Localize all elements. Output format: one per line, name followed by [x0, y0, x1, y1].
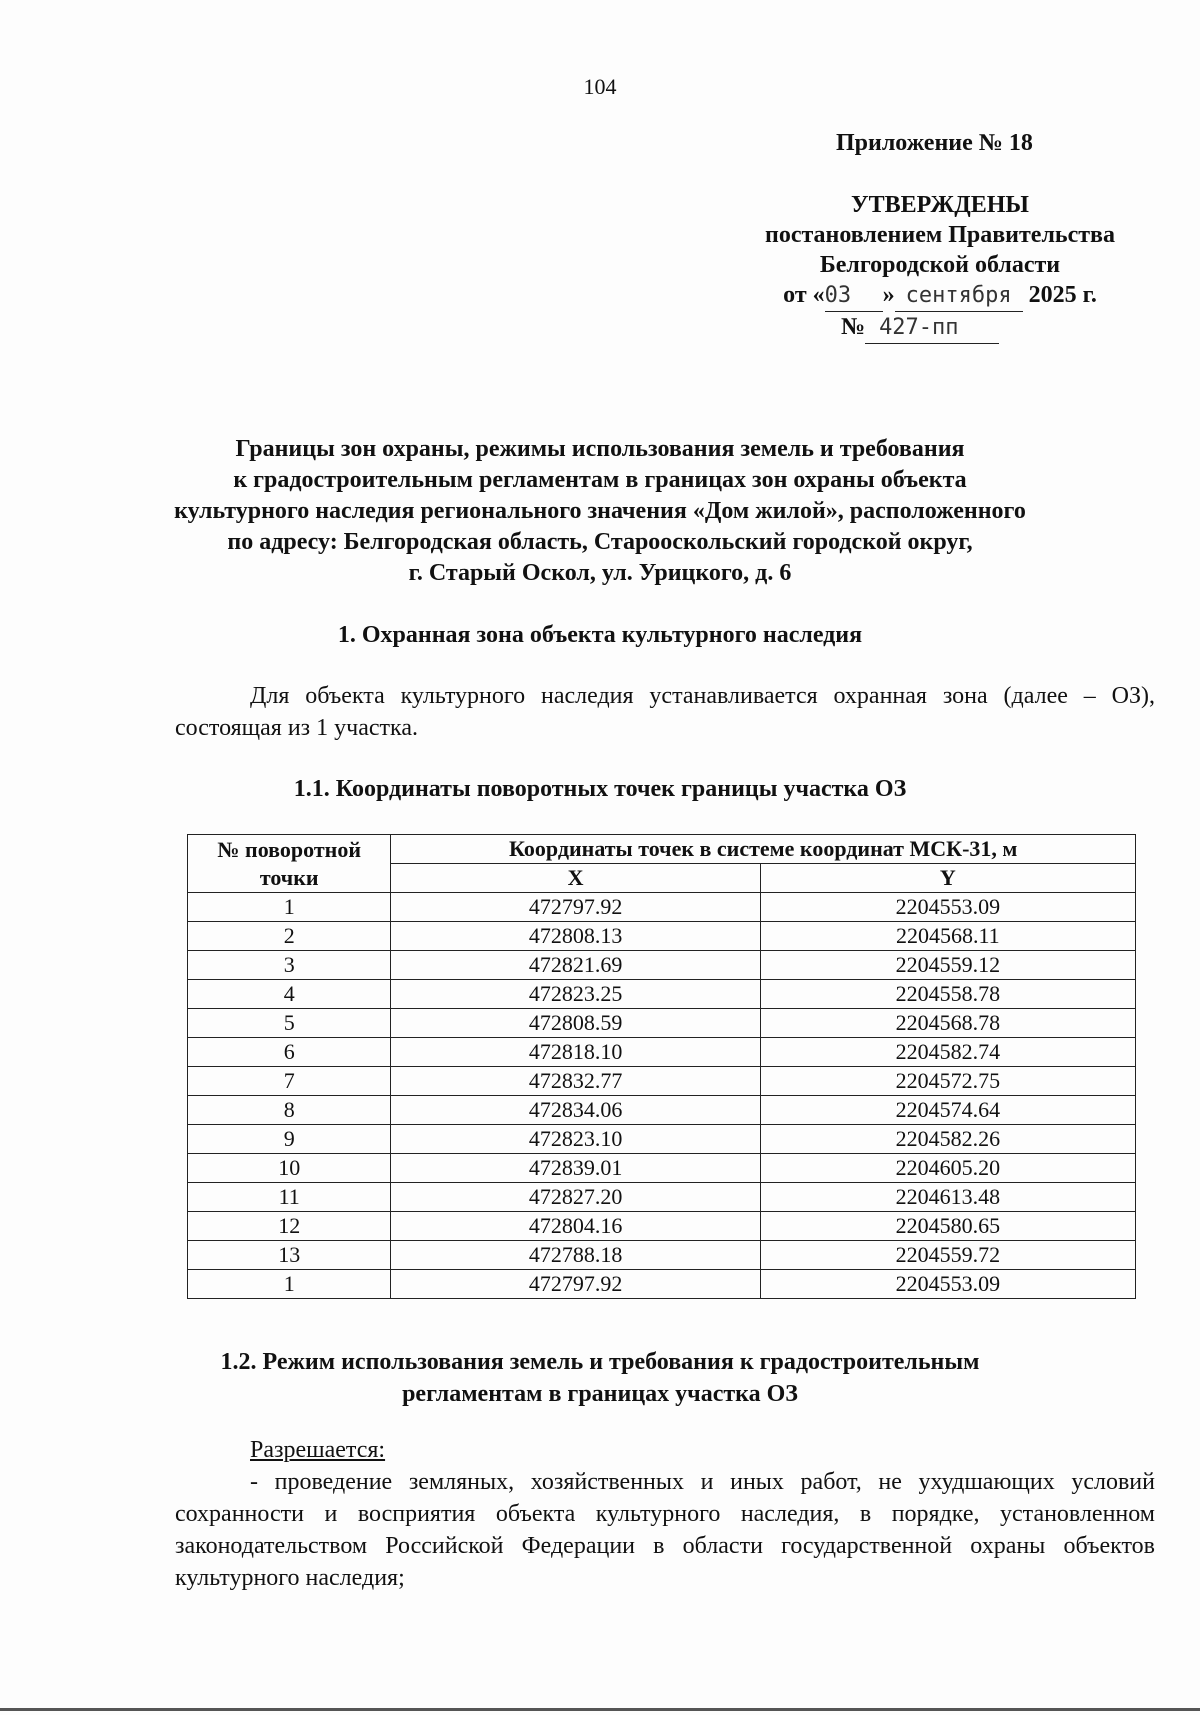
table-row [188, 1125, 1136, 1154]
y-cell: 2204568.11 [760, 922, 1135, 951]
appendix-label: Приложение № 18 [836, 130, 1033, 156]
table-row [188, 1067, 1136, 1096]
table-row [188, 1009, 1136, 1038]
point-number-cell: 4 [188, 980, 391, 1009]
x-cell: 472832.77 [391, 1067, 760, 1096]
header-x: X [391, 864, 760, 893]
x-cell: 472808.13 [391, 922, 760, 951]
table-row [188, 1241, 1136, 1270]
table-row [188, 1038, 1136, 1067]
table-row [188, 1096, 1136, 1125]
point-number-cell: 1 [188, 1270, 391, 1299]
point-number-cell: 10 [188, 1154, 391, 1183]
approval-title: УТВЕРЖДЕНЫ [851, 192, 1029, 218]
y-cell: 2204605.20 [760, 1154, 1135, 1183]
point-number-cell: 7 [188, 1067, 391, 1096]
y-cell: 2204582.26 [760, 1125, 1135, 1154]
y-cell: 2204553.09 [760, 893, 1135, 922]
point-number-cell: 11 [188, 1183, 391, 1212]
subsection-1-2-heading [150, 1346, 1050, 1410]
table-row [188, 1270, 1136, 1299]
page-bottom-edge [0, 1708, 1200, 1711]
title-line: к градостроительным регламентам в границах зон охраны объекта [233, 467, 967, 493]
point-number-cell: 8 [188, 1096, 391, 1125]
x-cell: 472808.59 [391, 1009, 760, 1038]
title-line: культурного наследия регионального значения «Дом жилой», расположенного [174, 498, 1026, 524]
y-cell: 2204582.74 [760, 1038, 1135, 1067]
date-day: 03 [825, 281, 883, 312]
y-cell: 2204580.65 [760, 1212, 1135, 1241]
x-cell: 472788.18 [391, 1241, 760, 1270]
table-row [188, 951, 1136, 980]
document-title [150, 434, 1050, 589]
point-number-cell: 13 [188, 1241, 391, 1270]
allowed-item-1: - проведение земляных, хозяйственных и иных работ, не ухудшающих условий сохранности и восприятия объекта культурного наследия, в порядке, установленном законодательством Российской Федерации в области государственной охраны объектов культурного наследия; [175, 1469, 1155, 1591]
x-cell: 472821.69 [391, 951, 760, 980]
x-cell: 472823.10 [391, 1125, 760, 1154]
header-coordinates: Координаты точек в системе координат МСК-31, м [391, 835, 1136, 864]
date-year: 2025 г. [1028, 282, 1097, 308]
title-line: по адресу: Белгородская область, Старооскольский городской округ, [227, 529, 973, 555]
section-1-heading: 1. Охранная зона объекта культурного наследия [337, 622, 863, 648]
y-cell: 2204553.09 [760, 1270, 1135, 1299]
decree-number: 427-пп [865, 313, 999, 344]
date-close: » [882, 282, 895, 308]
point-number-cell: 6 [188, 1038, 391, 1067]
x-cell: 472797.92 [391, 1270, 760, 1299]
point-number-cell: 2 [188, 922, 391, 951]
table-row [188, 1183, 1136, 1212]
point-number-cell: 9 [188, 1125, 391, 1154]
point-number-cell: 5 [188, 1009, 391, 1038]
table-row [188, 893, 1136, 922]
x-cell: 472804.16 [391, 1212, 760, 1241]
approval-date-line [740, 280, 1140, 312]
date-month: сентября [895, 281, 1023, 312]
table-row [188, 1154, 1136, 1183]
table-row [188, 980, 1136, 1009]
x-cell: 472834.06 [391, 1096, 760, 1125]
table-row [188, 1212, 1136, 1241]
y-cell: 2204574.64 [760, 1096, 1135, 1125]
y-cell: 2204572.75 [760, 1067, 1135, 1096]
x-cell: 472839.01 [391, 1154, 760, 1183]
approval-line-region: Белгородской области [819, 252, 1061, 278]
y-cell: 2204558.78 [760, 980, 1135, 1009]
y-cell: 2204559.12 [760, 951, 1135, 980]
point-number-cell: 12 [188, 1212, 391, 1241]
point-number-cell: 3 [188, 951, 391, 980]
point-number-cell: 1 [188, 893, 391, 922]
allowed-label-text: Разрешается: [250, 1437, 386, 1463]
x-cell: 472823.25 [391, 980, 760, 1009]
subsection-1-1-heading: 1.1. Координаты поворотных точек границы участка ОЗ [293, 776, 907, 802]
approval-line-decree: постановлением Правительства [764, 222, 1115, 248]
subsection-1-2-heading-line: регламентам в границах участка ОЗ [402, 1381, 798, 1407]
x-cell: 472827.20 [391, 1183, 760, 1212]
header-point-number [188, 835, 391, 893]
section-1-paragraph: Для объекта культурного наследия устанавливается охранная зона (далее – ОЗ), состоящая из 1 участка. [175, 683, 1155, 741]
x-cell: 472818.10 [391, 1038, 760, 1067]
number-prefix: № [840, 314, 866, 340]
date-prefix: от « [783, 282, 825, 308]
allowed-label [250, 1434, 1150, 1466]
coordinates-table [187, 834, 1136, 1299]
header-point-line1: № поворотной [217, 836, 361, 862]
subsection-1-2-heading-line: 1.2. Режим использования земель и требования к градостроительным [220, 1349, 980, 1375]
header-point-line2: точки [259, 864, 319, 890]
y-cell: 2204613.48 [760, 1183, 1135, 1212]
header-y: Y [760, 864, 1135, 893]
approval-block [740, 190, 1140, 344]
x-cell: 472797.92 [391, 893, 760, 922]
y-cell: 2204559.72 [760, 1241, 1135, 1270]
title-line: Границы зон охраны, режимы использования земель и требования [235, 436, 965, 462]
title-line: г. Старый Оскол, ул. Урицкого, д. 6 [408, 560, 792, 586]
approval-number-line [700, 312, 1140, 344]
y-cell: 2204568.78 [760, 1009, 1135, 1038]
table-row [188, 922, 1136, 951]
page-number: 104 [583, 74, 617, 99]
